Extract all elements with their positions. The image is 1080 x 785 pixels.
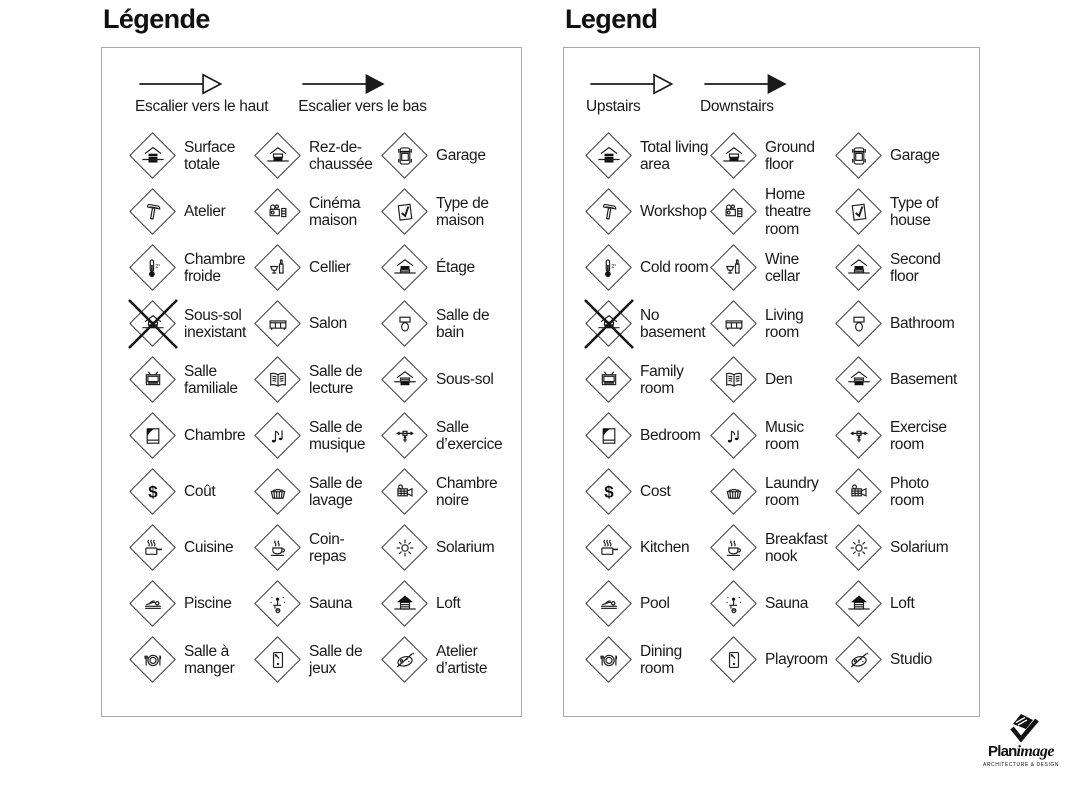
garage-icon [393, 144, 417, 168]
stairs-legend-en [586, 72, 790, 116]
wine-cellar-icon [722, 256, 746, 280]
home-theatre-icon [710, 188, 758, 236]
legend-grid-en [564, 128, 961, 688]
loft-icon [393, 592, 417, 616]
legend-item-label: Piscine [184, 595, 232, 613]
basement-icon [835, 356, 883, 404]
den-icon [266, 368, 290, 392]
legend-item [835, 352, 961, 408]
legend-grid-fr [102, 128, 507, 688]
workshop-icon [129, 188, 177, 236]
second-floor-icon [381, 244, 429, 292]
legend-item-label: Salon [309, 315, 347, 333]
legend-item [585, 408, 710, 464]
legend-item [585, 576, 710, 632]
legend-item-label: Sous-sol [436, 371, 494, 389]
legend-item [381, 296, 507, 352]
legend-item-label: Solarium [890, 539, 949, 557]
legend-item [254, 464, 381, 520]
legend-item-label: Sous-sol inexistant [184, 306, 246, 341]
garage-icon [835, 132, 883, 180]
legend-item [710, 408, 835, 464]
laundry-room-icon [266, 480, 290, 504]
living-room-icon [710, 300, 758, 348]
legend-item-label: Salle de lavage [309, 474, 363, 509]
legend-item-label: Wine cellar [765, 250, 800, 285]
family-room-icon [585, 356, 633, 404]
legend-item [129, 576, 254, 632]
breakfast-nook-icon [722, 536, 746, 560]
dining-room-icon [597, 648, 621, 672]
photo-room-icon [835, 468, 883, 516]
garage-icon [847, 144, 871, 168]
stair-up-entry [135, 72, 268, 116]
photo-room-icon [847, 480, 871, 504]
legend-item [710, 632, 835, 688]
legend-item-label: Cinéma maison [309, 194, 361, 229]
exercise-room-icon [393, 424, 417, 448]
laundry-room-icon [722, 480, 746, 504]
stairs-down-arrow-icon [298, 72, 388, 96]
legend-item [585, 352, 710, 408]
bathroom-icon [393, 312, 417, 336]
legend-item-label: Workshop [640, 203, 707, 221]
legend-item-label: Chambre froide [184, 250, 246, 285]
stair-up-entry [586, 72, 676, 116]
legend-item-label: Bathroom [890, 315, 955, 333]
legend-title-en: Legend [565, 4, 658, 34]
legend-item-label: Atelier [184, 203, 226, 221]
wine-cellar-icon [710, 244, 758, 292]
legend-item [585, 632, 710, 688]
dining-room-icon [585, 636, 633, 684]
kitchen-icon [585, 524, 633, 572]
breakfast-nook-icon [710, 524, 758, 572]
legend-item [129, 352, 254, 408]
total-living-area-icon [585, 132, 633, 180]
legend-item-label: Exercise room [890, 418, 947, 453]
legend-item-label: Chambre noire [436, 474, 498, 509]
legend-item-label: Salle de bain [436, 306, 490, 341]
stair-down-entry [298, 72, 426, 116]
cold-room-icon [597, 256, 621, 280]
legend-item-label: Ground floor [765, 138, 815, 173]
legend-item [381, 352, 507, 408]
legend-title-fr: Légende [103, 4, 210, 34]
legend-item-label: Chambre [184, 427, 246, 445]
legend-item-label: Salle à manger [184, 642, 235, 677]
bedroom-icon [585, 412, 633, 460]
legend-item-label: Studio [890, 651, 932, 669]
legend-item [710, 576, 835, 632]
studio-icon [847, 648, 871, 672]
ground-floor-icon [254, 132, 302, 180]
legend-item-label: Total living area [640, 138, 709, 173]
stairs-up-arrow-icon [135, 72, 225, 96]
legend-item [835, 240, 961, 296]
legend-item [254, 408, 381, 464]
legend-item [381, 408, 507, 464]
studio-icon [381, 636, 429, 684]
legend-item-label: Salle de lecture [309, 362, 363, 397]
legend-item [129, 128, 254, 184]
bedroom-icon [129, 412, 177, 460]
legend-item-label: Surface totale [184, 138, 235, 173]
logo-brand-image: image [1016, 743, 1054, 760]
legend-item [381, 240, 507, 296]
legend-item-label: Sauna [309, 595, 353, 613]
second-floor-icon [835, 244, 883, 292]
home-theatre-icon [254, 188, 302, 236]
laundry-room-icon [710, 468, 758, 516]
cost-icon [597, 480, 621, 504]
legend-item-label: Cuisine [184, 539, 234, 557]
stairs-up-arrow-icon [586, 72, 676, 96]
breakfast-nook-icon [254, 524, 302, 572]
legend-item [381, 632, 507, 688]
legend-item [129, 240, 254, 296]
legend-item [710, 296, 835, 352]
legend-item [710, 352, 835, 408]
solarium-icon [393, 536, 417, 560]
kitchen-icon [129, 524, 177, 572]
bedroom-icon [597, 424, 621, 448]
legend-item-label: Salle familiale [184, 362, 238, 397]
legend-item [129, 408, 254, 464]
svg-text:$: $ [604, 482, 614, 502]
legend-item-label: Second floor [890, 250, 941, 285]
basement-icon [381, 356, 429, 404]
pool-icon [129, 580, 177, 628]
legend-item [710, 520, 835, 576]
kitchen-icon [597, 536, 621, 560]
legend-item-label: Cold room [640, 259, 709, 277]
svg-text:$: $ [148, 482, 158, 502]
stair-down-entry [700, 72, 790, 116]
no-basement-icon [129, 300, 177, 348]
bathroom-icon [847, 312, 871, 336]
wine-cellar-icon [254, 244, 302, 292]
logo-brand-plan: Plan [988, 743, 1017, 760]
basement-icon [847, 368, 871, 392]
stairs-legend-fr [135, 72, 427, 116]
legend-item [585, 184, 710, 240]
crossed-out-x-icon [129, 300, 177, 348]
legend-item-label: Laundry room [765, 474, 819, 509]
legend-item-label: Living room [765, 306, 804, 341]
legend-item [381, 520, 507, 576]
legend-item-label: Family room [640, 362, 684, 397]
stair-down-label: Downstairs [700, 98, 774, 115]
legend-item [381, 464, 507, 520]
playroom-icon [266, 648, 290, 672]
legend-item [381, 128, 507, 184]
legend-item-label: Garage [436, 147, 486, 165]
stair-down-label: Escalier vers le bas [298, 98, 427, 115]
stair-up-label: Upstairs [586, 98, 641, 115]
legend-item-label: Home theatre room [765, 186, 811, 238]
total-living-area-icon [141, 144, 165, 168]
logo-tagline: ARCHITECTURE & DESIGN [982, 761, 1059, 768]
legend-item [585, 520, 710, 576]
music-room-icon [254, 412, 302, 460]
legend-item-label: Type of house [890, 194, 939, 229]
legend-item-label: Bedroom [640, 427, 701, 445]
loft-icon [381, 580, 429, 628]
legend-item-label: Loft [436, 595, 461, 613]
legend-item-label: Music room [765, 418, 804, 453]
workshop-icon [141, 200, 165, 224]
cold-room-icon [141, 256, 165, 280]
legend-item [835, 632, 961, 688]
cold-room-icon [585, 244, 633, 292]
living-room-icon [254, 300, 302, 348]
legend-item-label: Cellier [309, 259, 351, 277]
breakfast-nook-icon [266, 536, 290, 560]
legend-item-label: Solarium [436, 539, 495, 557]
living-room-icon [722, 312, 746, 336]
legend-item-label: Pool [640, 595, 670, 613]
legend-item-label: Étage [436, 259, 475, 277]
legend-item [254, 296, 381, 352]
legend-item [381, 184, 507, 240]
legend-item-label: Loft [890, 595, 915, 613]
kitchen-icon [141, 536, 165, 560]
legend-item [585, 128, 710, 184]
second-floor-icon [393, 256, 417, 280]
planimage-logo [973, 713, 1069, 768]
legend-item [835, 128, 961, 184]
bedroom-icon [141, 424, 165, 448]
legend-item-label: Sauna [765, 595, 809, 613]
legend-item-label: Rez-de-chaussée [309, 138, 373, 173]
cost-icon [585, 468, 633, 516]
exercise-room-icon [381, 412, 429, 460]
legend-item [835, 576, 961, 632]
dining-room-icon [141, 648, 165, 672]
ground-floor-icon [722, 144, 746, 168]
legend-item-label: Basement [890, 371, 957, 389]
workshop-icon [585, 188, 633, 236]
legend-item-label: Kitchen [640, 539, 690, 557]
house-type-icon [847, 200, 871, 224]
playroom-icon [710, 636, 758, 684]
legend-item [710, 240, 835, 296]
music-room-icon [722, 424, 746, 448]
legend-item [129, 184, 254, 240]
family-room-icon [129, 356, 177, 404]
legend-item-label: Salle de musique [309, 418, 366, 453]
ground-floor-icon [710, 132, 758, 180]
pool-icon [585, 580, 633, 628]
legend-item-label: Atelier d’artiste [436, 642, 488, 677]
legend-item [129, 632, 254, 688]
no-basement-icon [585, 300, 633, 348]
legend-item [835, 296, 961, 352]
legend-panel-en [563, 47, 980, 717]
legend-item [835, 520, 961, 576]
total-living-area-icon [129, 132, 177, 180]
family-room-icon [141, 368, 165, 392]
den-icon [710, 356, 758, 404]
workshop-icon [597, 200, 621, 224]
den-icon [722, 368, 746, 392]
legend-item [835, 184, 961, 240]
photo-room-icon [381, 468, 429, 516]
legend-item [585, 296, 710, 352]
exercise-room-icon [835, 412, 883, 460]
planimage-logo-mark-icon [1000, 713, 1042, 745]
legend-item-label: Photo room [890, 474, 929, 509]
legend-item [254, 576, 381, 632]
legend-item-label: Den [765, 371, 793, 389]
playroom-icon [254, 636, 302, 684]
legend-item [835, 408, 961, 464]
cold-room-icon [129, 244, 177, 292]
legend-item-label: Coût [184, 483, 216, 501]
sauna-icon [722, 592, 746, 616]
legend-item-label: Salle d’exercice [436, 418, 503, 453]
solarium-icon [847, 536, 871, 560]
legend-item [129, 520, 254, 576]
second-floor-icon [847, 256, 871, 280]
legend-item [254, 128, 381, 184]
legend-item-label: Salle de jeux [309, 642, 363, 677]
pool-icon [141, 592, 165, 616]
legend-item-label: Cost [640, 483, 671, 501]
legend-item-label: Garage [890, 147, 940, 165]
sauna-icon [254, 580, 302, 628]
legend-item [381, 576, 507, 632]
sauna-icon [710, 580, 758, 628]
dining-room-icon [129, 636, 177, 684]
legend-item [129, 464, 254, 520]
stair-up-label: Escalier vers le haut [135, 98, 269, 115]
house-type-icon [835, 188, 883, 236]
playroom-icon [722, 648, 746, 672]
crossed-out-x-icon [585, 300, 633, 348]
house-type-icon [393, 200, 417, 224]
cost-icon [129, 468, 177, 516]
exercise-room-icon [847, 424, 871, 448]
legend-panel-fr [101, 47, 522, 717]
legend-item [254, 520, 381, 576]
photo-room-icon [393, 480, 417, 504]
stairs-down-arrow-icon [700, 72, 790, 96]
cost-icon [141, 480, 165, 504]
ground-floor-icon [266, 144, 290, 168]
garage-icon [381, 132, 429, 180]
planimage-logo-text [973, 744, 1069, 760]
legend-item [585, 464, 710, 520]
legend-item [254, 352, 381, 408]
pool-icon [597, 592, 621, 616]
legend-item [129, 296, 254, 352]
legend-item-label: Dining room [640, 642, 682, 677]
laundry-room-icon [254, 468, 302, 516]
legend-item [710, 184, 835, 240]
family-room-icon [597, 368, 621, 392]
legend-item [835, 464, 961, 520]
legend-item [254, 184, 381, 240]
svg-text:2°: 2° [611, 264, 617, 270]
music-room-icon [266, 424, 290, 448]
loft-icon [835, 580, 883, 628]
legend-item [710, 464, 835, 520]
bathroom-icon [835, 300, 883, 348]
legend-item [254, 240, 381, 296]
legend-item [585, 240, 710, 296]
legend-item [254, 632, 381, 688]
legend-item-label: Type de maison [436, 194, 489, 229]
den-icon [254, 356, 302, 404]
living-room-icon [266, 312, 290, 336]
loft-icon [847, 592, 871, 616]
bathroom-icon [381, 300, 429, 348]
home-theatre-icon [266, 200, 290, 224]
svg-text:2°: 2° [155, 264, 161, 270]
studio-icon [393, 648, 417, 672]
wine-cellar-icon [266, 256, 290, 280]
home-theatre-icon [722, 200, 746, 224]
legend-item-label: No basement [640, 306, 706, 341]
total-living-area-icon [597, 144, 621, 168]
legend-item [710, 128, 835, 184]
sauna-icon [266, 592, 290, 616]
solarium-icon [835, 524, 883, 572]
house-type-icon [381, 188, 429, 236]
legend-item-label: Coin-repas [309, 530, 347, 565]
legend-item-label: Breakfast nook [765, 530, 828, 565]
music-room-icon [710, 412, 758, 460]
studio-icon [835, 636, 883, 684]
legend-item-label: Playroom [765, 651, 828, 669]
solarium-icon [381, 524, 429, 572]
basement-icon [393, 368, 417, 392]
